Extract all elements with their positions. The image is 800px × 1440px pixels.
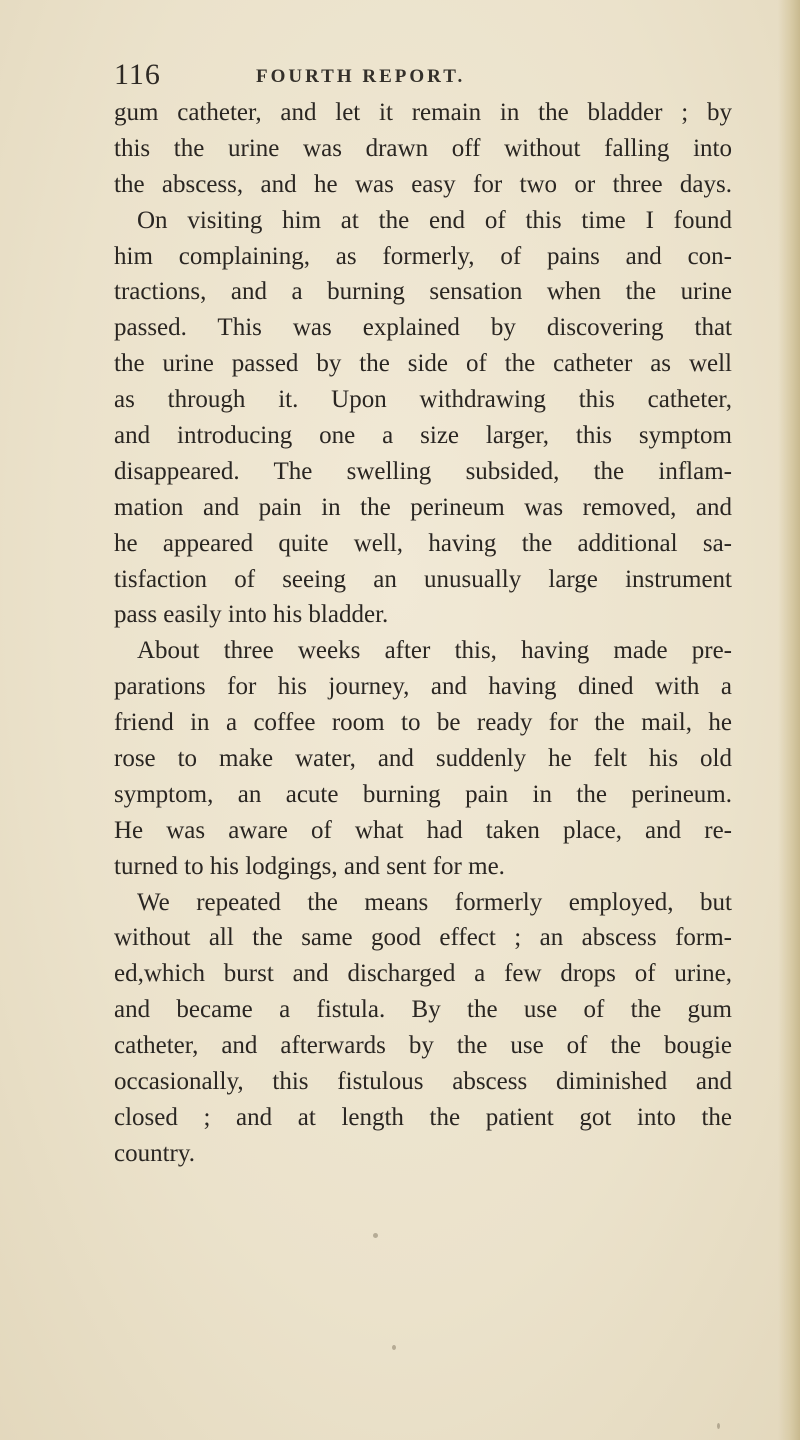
text-line: friend in a coffee room to be ready for the mail, he — [114, 709, 732, 737]
text-line: turned to his lodgings, and sent for me. — [114, 852, 505, 880]
text-line: and introducing one a size larger, this symptom — [114, 422, 732, 450]
text-line: gum catheter, and let it remain in the bladder ; by — [114, 99, 732, 126]
body-text — [114, 95, 732, 1172]
text-line: He was aware of what had taken place, and re- — [114, 816, 732, 844]
text-line: the abscess, and he was easy for two or three days. — [114, 170, 732, 198]
text-line: tisfaction of seeing an unusually large instrument — [114, 565, 732, 593]
text-line: pass easily into his bladder. — [114, 601, 389, 629]
text-line: On visiting him at the end of this time I found — [137, 206, 732, 234]
text-line: rose to make water, and suddenly he felt his old — [114, 745, 732, 773]
text-line: About three weeks after this, having made pre- — [137, 637, 732, 665]
text-line: country. — [114, 1139, 195, 1167]
text-line: ed,which burst and discharged a few drops of urine, — [114, 960, 732, 988]
text-line: We repeated the means formerly employed, but — [137, 888, 732, 916]
paper-speck — [392, 1345, 396, 1350]
text-line: occasionally, this fistulous abscess diminished and — [114, 1068, 732, 1096]
text-line: him complaining, as formerly, of pains and con- — [114, 242, 732, 270]
text-line: symptom, an acute burning pain in the perineum. — [114, 780, 732, 808]
text-line: catheter, and afterwards by the use of the bougie — [114, 1032, 732, 1060]
page-edge-shadow — [778, 0, 800, 1440]
page-header — [114, 58, 714, 98]
text-line: and became a fistula. By the use of the gum — [114, 996, 732, 1024]
paper-speck — [717, 1423, 720, 1429]
text-line: he appeared quite well, having the additional sa- — [114, 529, 732, 557]
running-head: FOURTH REPORT. — [256, 66, 466, 87]
text-line: this the urine was drawn off without falling into — [114, 134, 732, 162]
text-line: disappeared. The swelling subsided, the inflam- — [114, 457, 732, 485]
page-number: 116 — [114, 58, 161, 91]
text-line: passed. This was explained by discovering that — [114, 314, 732, 342]
text-line: mation and pain in the perineum was removed, and — [114, 493, 732, 521]
text-line: parations for his journey, and having dined with a — [114, 673, 732, 701]
text-line: the urine passed by the side of the catheter as well — [114, 350, 732, 378]
paper-speck — [373, 1233, 378, 1238]
text-line: as through it. Upon withdrawing this catheter, — [114, 386, 732, 414]
text-line: closed ; and at length the patient got into the — [114, 1103, 732, 1131]
text-line: without all the same good effect ; an abscess form- — [114, 924, 732, 952]
text-line: tractions, and a burning sensation when the urine — [114, 278, 732, 306]
